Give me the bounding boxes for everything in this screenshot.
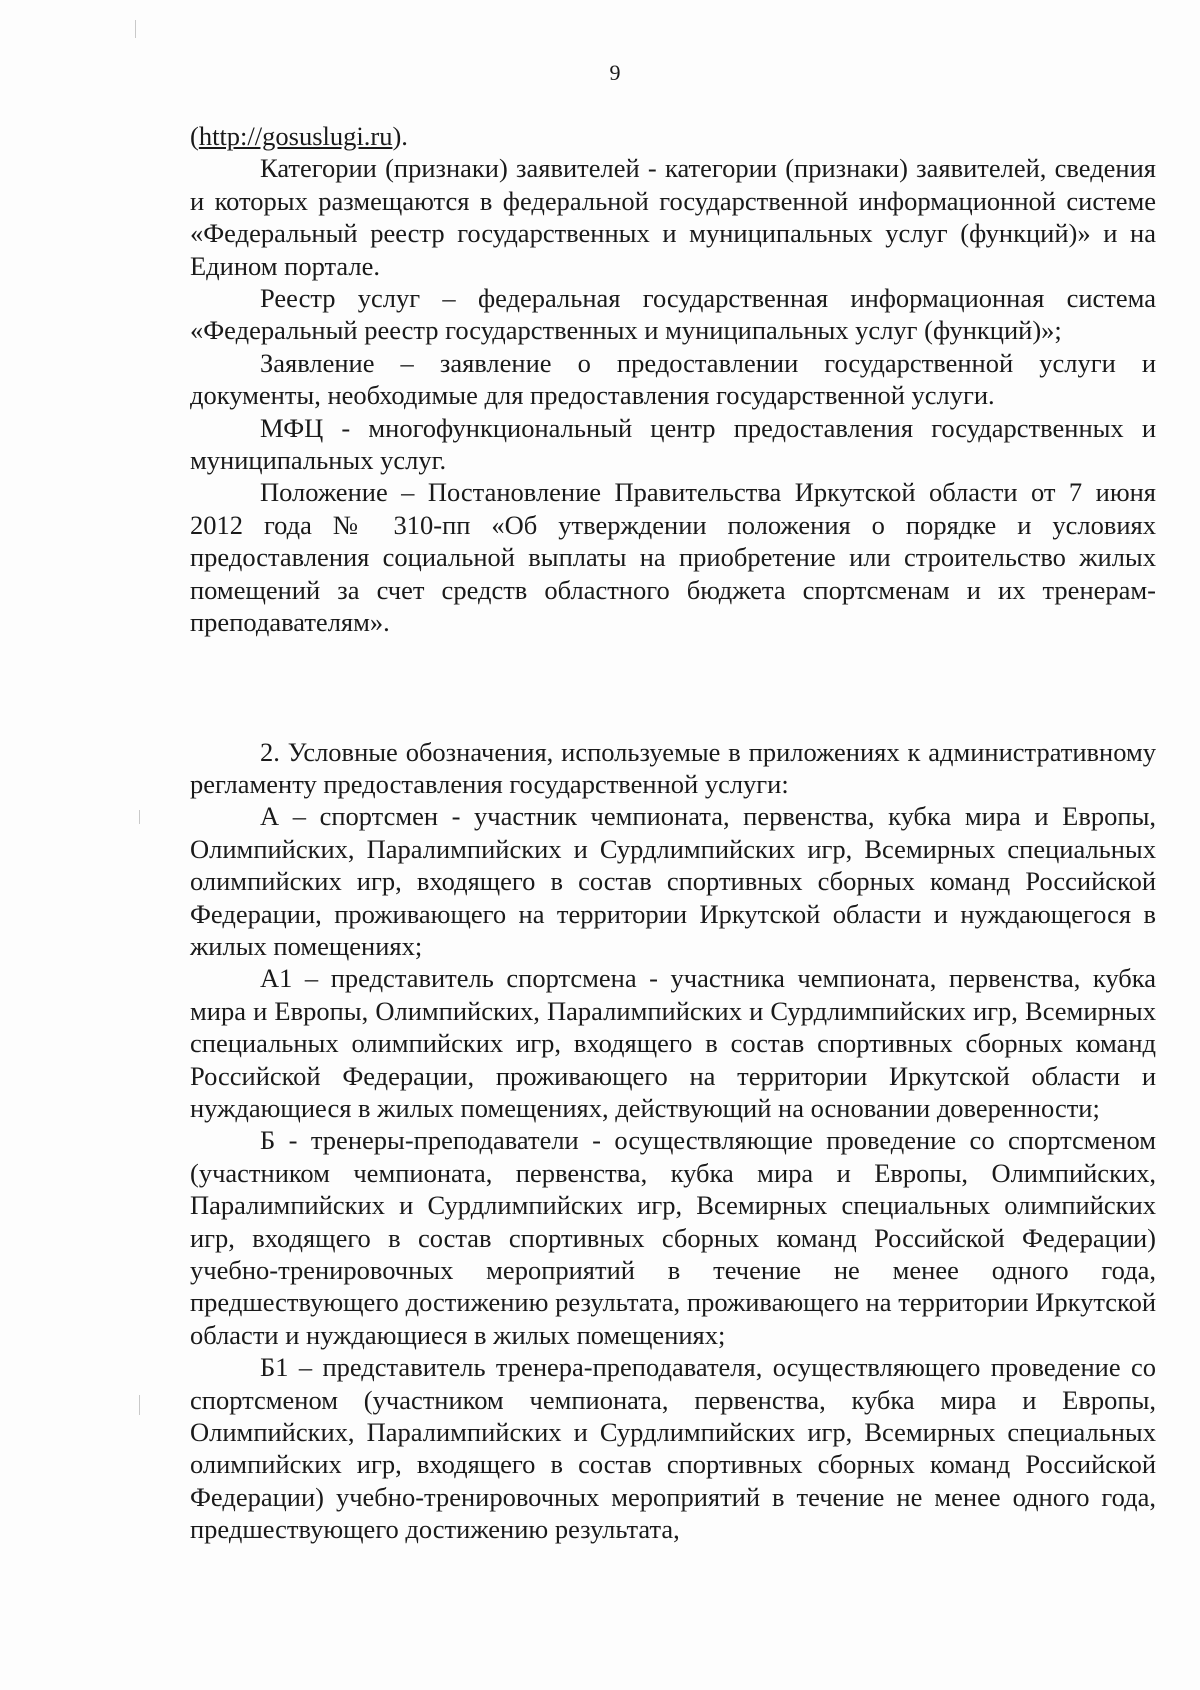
scan-edge-mark	[139, 810, 140, 824]
link-open-paren: (	[190, 121, 199, 151]
scan-edge-mark	[139, 1395, 140, 1415]
document-body	[190, 120, 1156, 1546]
link-close-paren: ).	[392, 121, 408, 151]
section-spacer	[190, 639, 1156, 736]
gosuslugi-link[interactable]: http://gosuslugi.ru	[198, 121, 393, 151]
definition-mfc: МФЦ - многофункциональный центр предоставления государственных и муниципальных услуг.	[190, 412, 1156, 476]
section-2-heading: 2. Условные обозначения, используемые в приложениях к административному регламенту предоставления государственной услуги:	[190, 736, 1156, 799]
definition-services-registry: Реестр услуг – федеральная государственная информационная система «Федеральный реестр государственных и муниципальных услуг (функций)»;	[190, 283, 1156, 346]
page-number: 9	[609, 60, 621, 85]
scan-edge-mark	[135, 20, 136, 38]
symbol-a1-sportsman-representative: А1 – представитель спортсмена - участника чемпионата, первенства, кубка мира и Европы, Олимпийских, Паралимпийских и Сурдлимпийских игр, Всемирных специальных олимпийских игр, входящего в состав спортивных сборных команд Российской Федерации, проживающего на территории Иркутской области и нуждающиеся в жилых помещениях, действующий на основании доверенности;	[190, 963, 1156, 1123]
definition-regulation: Положение – Постановление Правительства Иркутской области от 7 июня 2012 года № 310-пп «Об утверждении положения о порядке и условиях предоставления социальной выплаты на приобретение или строительство жилых помещений за счет средств областного бюджета спортсменам и их тренерам-преподавателям».	[190, 477, 1156, 638]
definition-applicant-categories: Категории (признаки) заявителей - категории (признаки) заявителей, сведения и которых размещаются в федеральной государственной информационной системе «Федеральный реестр государственных и муниципальных услуг (функций)» и на Едином портале.	[190, 153, 1156, 281]
symbol-b1-coach-representative: Б1 – представитель тренера-преподавателя, осуществляющего проведение со спортсменом (участником чемпионата, первенства, кубка мира и Европы, Олимпийских, Паралимпийских и Сурдлимпийских игр, Всемирных специальных олимпийских игр, входящего в состав спортивных сборных команд Российской Федерации) учебно-тренировочных мероприятий в течение не менее одного года, предшествующего достижению результата,	[190, 1352, 1156, 1545]
symbol-a-sportsman: А – спортсмен - участник чемпионата, первенства, кубка мира и Европы, Олимпийских, Паралимпийских и Сурдлимпийских игр, Всемирных специальных олимпийских игр, входящего в состав спортивных сборных команд Российской Федерации, проживающего на территории Иркутской области и нуждающегося в жилых помещениях;	[190, 801, 1156, 961]
source-link-line	[190, 120, 1156, 152]
definition-application: Заявление – заявление о предоставлении государственной услуги и документы, необходимые для предоставления государственной услуги.	[190, 347, 1156, 411]
symbol-b-coaches: Б - тренеры-преподаватели - осуществляющие проведение со спортсменом (участником чемпионата, первенства, кубка мира и Европы, Олимпийских, Паралимпийских и Сурдлимпийских игр, Всемирных специальных олимпийских игр, входящего в состав спортивных сборных команд Российской Федерации) учебно-тренировочных мероприятий в течение не менее одного года, предшествующего достижению результата, проживающего на территории Иркутской области и нуждающиеся в жилых помещениях;	[190, 1125, 1156, 1350]
